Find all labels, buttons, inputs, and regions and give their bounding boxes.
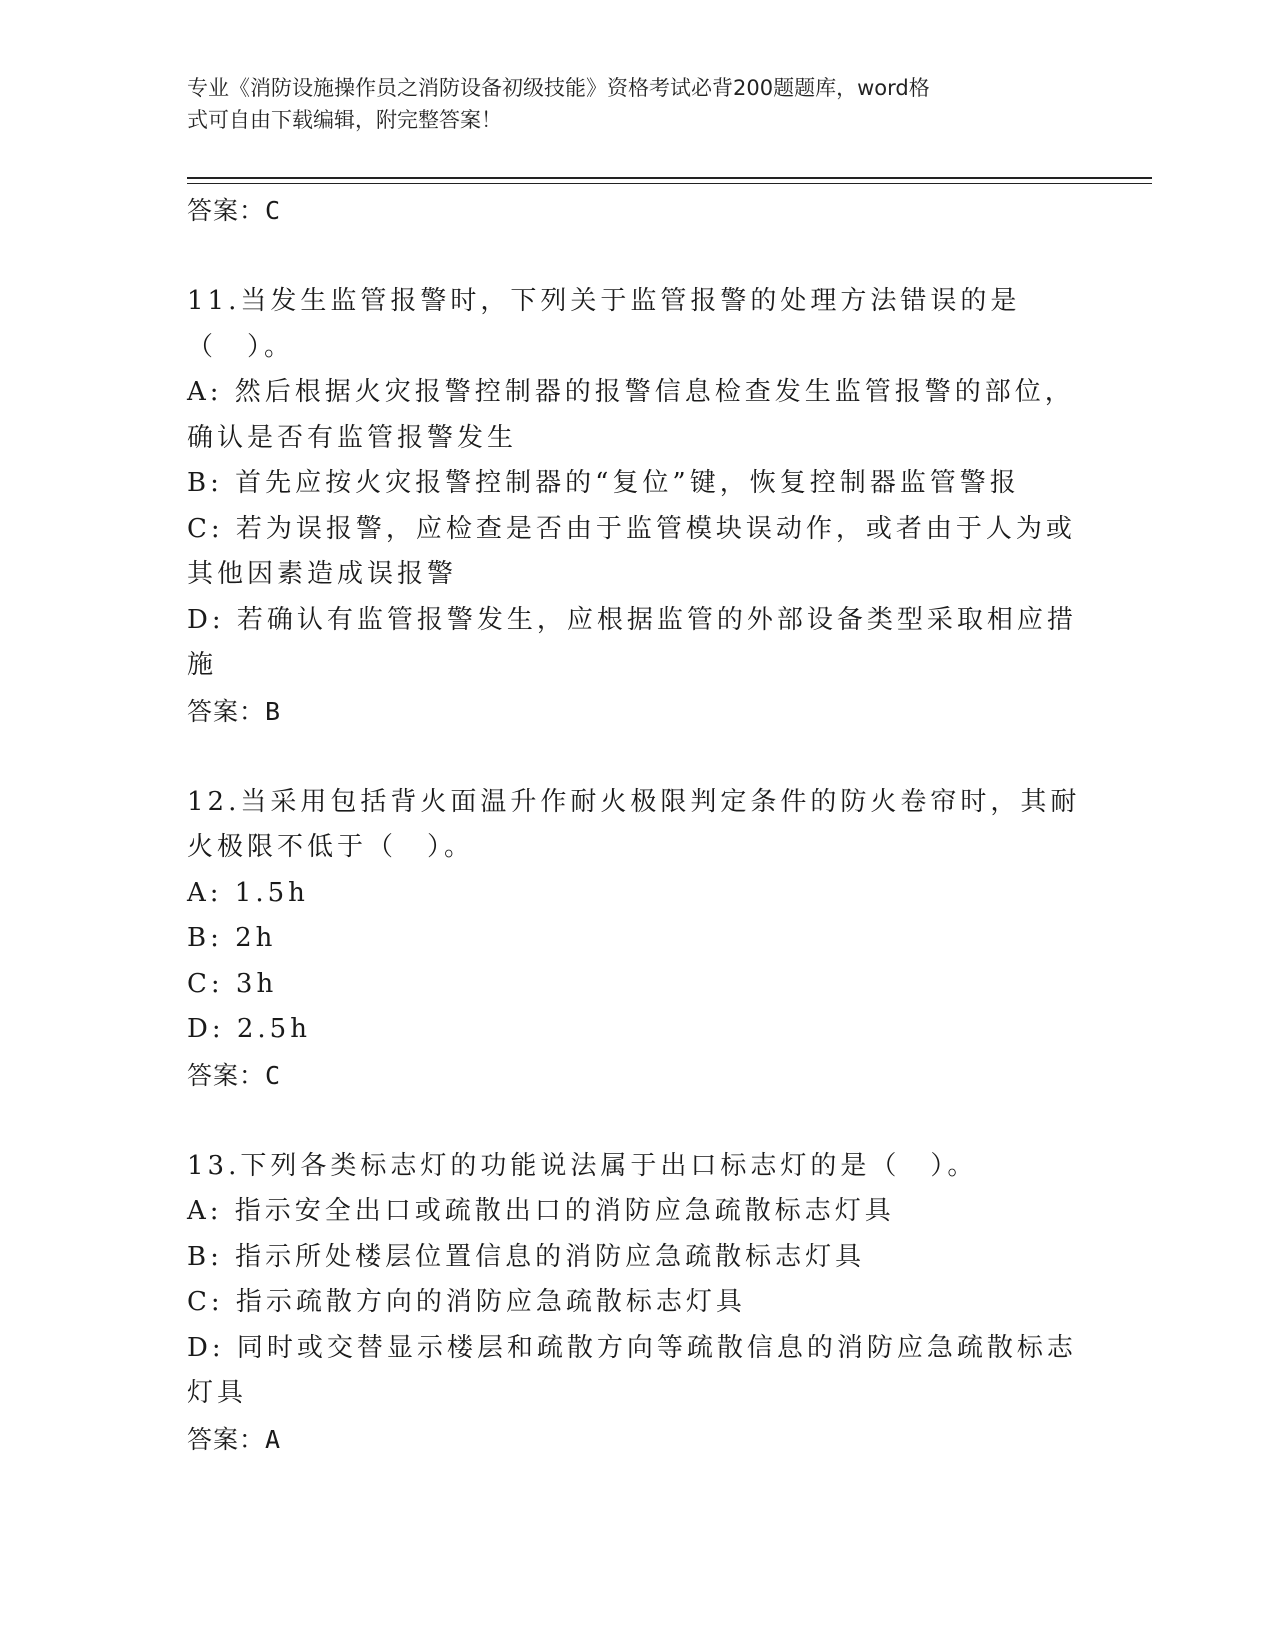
header-line-1: 专业《消防设施操作员之消防设备初级技能》资格考试必背200题题库，word格 [187, 76, 930, 100]
question-stem: 12.当采用包括背火面温升作耐火极限判定条件的防火卷帘时，其耐火极限不低于（ ）。 [187, 786, 1081, 862]
option-b: B: 指示所处楼层位置信息的消防应急疏散标志灯具 [187, 1241, 866, 1272]
option-a: A: 1.5h [187, 877, 309, 908]
option-b: B: 2h [187, 923, 277, 953]
option-c: C: 指示疏散方向的消防应急疏散标志灯具 [187, 1287, 746, 1317]
question-block [187, 780, 1087, 1098]
question-list [187, 188, 1087, 1462]
option-d: D: 若确认有监管报警发生，应根据监管的外部设备类型采取相应措施 [187, 604, 1077, 680]
document-header [187, 72, 1057, 136]
option-c: C: 3h [187, 968, 278, 999]
question-block [187, 1144, 1087, 1462]
question-block [187, 279, 1087, 734]
answer-line: 答案：A [187, 1424, 282, 1454]
question-stem: 13.下列各类标志灯的功能说法属于出口标志灯的是（ ）。 [187, 1150, 978, 1181]
option-a: A: 然后根据火灾报警控制器的报警信息检查发生监管报警的部位，确认是否有监管报警发生 [187, 377, 1075, 453]
option-c: C: 若为误报警，应检查是否由于监管模块误动作，或者由于人为或其他因素造成误报警 [187, 513, 1076, 589]
option-d: D: 同时或交替显示楼层和疏散方向等疏散信息的消防应急疏散标志灯具 [187, 1332, 1077, 1408]
option-b: B: 首先应按火灾报警控制器的“复位”键，恢复控制器监管警报 [187, 468, 1020, 498]
answer-line: 答案：B [187, 696, 282, 726]
option-a: A: 指示安全出口或疏散出口的消防应急疏散标志灯具 [187, 1196, 895, 1226]
answer-line: 答案：C [187, 196, 282, 225]
header-rule-thin [187, 183, 1152, 184]
question-stem: 11.当发生监管报警时，下列关于监管报警的处理方法错误的是（ ）。 [187, 286, 1021, 362]
header-rule-thick [187, 177, 1152, 179]
option-d: D: 2.5h [187, 1014, 311, 1044]
header-line-2: 式可自由下载编辑，附完整答案！ [187, 108, 502, 132]
answer-line: 答案：C [187, 1060, 282, 1090]
